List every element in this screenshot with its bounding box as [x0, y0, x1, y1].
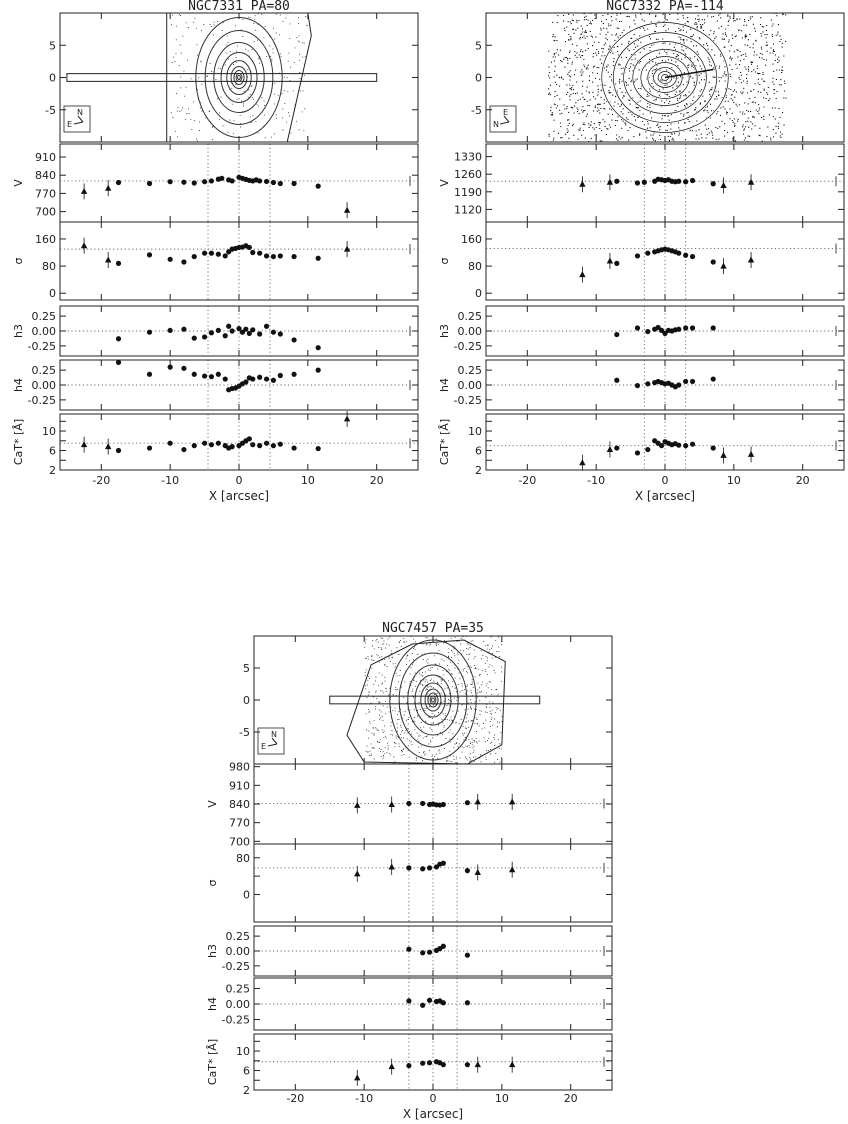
data-point-circle [250, 250, 255, 255]
y-tick-label: 0 [243, 888, 250, 902]
data-point-circle [202, 441, 207, 446]
x-tick-label: -10 [355, 1092, 374, 1105]
data-point-circle [614, 332, 619, 337]
y-tick-label: 5 [243, 662, 250, 675]
data-point-circle [420, 950, 425, 955]
y-tick-label: -5 [471, 103, 482, 117]
subplot-0 [12, 144, 418, 222]
data-point-circle [278, 253, 283, 258]
data-point-circle [168, 328, 173, 333]
data-point-circle [116, 336, 121, 341]
data-point-circle [116, 360, 121, 365]
data-point-circle [181, 180, 186, 185]
y-tick-label: 0.25 [31, 364, 56, 378]
data-point-circle [427, 1060, 432, 1065]
data-point-circle [226, 324, 231, 329]
data-point-circle [465, 1062, 470, 1067]
data-point-circle [711, 325, 716, 330]
subplot-3 [206, 978, 612, 1030]
data-point-circle [614, 378, 619, 383]
data-point-circle [711, 259, 716, 264]
y-tick-label: 5 [475, 39, 482, 53]
data-point-circle [441, 802, 446, 807]
y-tick-label: 80 [42, 260, 56, 274]
x-tick-label: 0 [429, 1092, 437, 1105]
data-point-circle [247, 245, 252, 250]
y-tick-label: 1120 [454, 203, 482, 217]
y-axis-label: CaT* [Å] [12, 418, 25, 466]
data-point-circle [291, 337, 296, 342]
data-point-circle [264, 179, 269, 184]
data-point-circle [202, 334, 207, 339]
y-tick-label: 770 [35, 187, 56, 201]
x-axis-label: X [arcsec] [402, 1107, 464, 1121]
y-tick-label: 0.00 [457, 379, 482, 392]
data-point-circle [250, 376, 255, 381]
data-point-circle [690, 379, 695, 384]
x-axis-label: X [arcsec] [208, 489, 270, 503]
y-tick-label: -0.25 [453, 339, 482, 353]
x-tick-label: 0 [661, 474, 669, 487]
data-point-circle [614, 179, 619, 184]
data-point-circle [441, 944, 446, 949]
x-tick-label: 20 [795, 474, 810, 487]
data-point-circle [264, 441, 269, 446]
y-tick-label: 1190 [454, 185, 482, 199]
isophote-contour [390, 640, 476, 760]
data-point-circle [683, 179, 688, 184]
data-point-circle [683, 379, 688, 384]
data-point-circle [223, 333, 228, 338]
data-point-circle [278, 442, 283, 447]
y-tick-label: 0 [49, 71, 56, 85]
subplot-3 [438, 360, 844, 410]
y-tick-label: 1330 [454, 150, 482, 164]
y-tick-label: 10 [468, 425, 482, 439]
y-tick-label: 700 [229, 835, 250, 849]
data-point-circle [243, 379, 248, 384]
subplot-2 [206, 926, 612, 976]
data-point-circle [690, 325, 695, 330]
x-tick-label: 0 [235, 474, 243, 487]
data-point-circle [230, 178, 235, 183]
x-tick-label: -20 [286, 1092, 305, 1105]
data-point-circle [168, 365, 173, 370]
y-tick-label: 0.25 [457, 310, 482, 324]
y-axis-label: h4 [206, 997, 219, 1011]
data-point-circle [223, 253, 228, 258]
data-point-circle [291, 181, 296, 186]
data-point-circle [642, 180, 647, 185]
y-tick-label: 910 [35, 151, 56, 164]
data-point-circle [427, 998, 432, 1003]
data-point-circle [635, 450, 640, 455]
data-point-circle [427, 865, 432, 870]
image-frame [254, 636, 612, 764]
slit-rectangle [67, 74, 377, 82]
data-point-circle [264, 324, 269, 329]
y-tick-label: 0 [49, 287, 56, 301]
panel-title: NGC7457 PA=35 [382, 621, 484, 636]
data-point-circle [257, 443, 262, 448]
y-tick-label: 0.25 [457, 364, 482, 378]
data-point-circle [614, 261, 619, 266]
isophote-contour [428, 693, 438, 707]
data-point-circle [257, 331, 262, 336]
data-point-circle [711, 181, 716, 186]
data-point-circle [147, 372, 152, 377]
data-point-circle [441, 1062, 446, 1067]
data-point-circle [216, 252, 221, 257]
subplot-1 [12, 222, 418, 300]
y-tick-label: 0.25 [225, 930, 250, 944]
data-point-circle [406, 1063, 411, 1068]
data-point-circle [209, 442, 214, 447]
data-point-circle [614, 445, 619, 450]
data-point-circle [420, 801, 425, 806]
data-point-circle [216, 441, 221, 446]
data-point-circle [257, 375, 262, 380]
subplot-2 [438, 306, 844, 356]
y-tick-label: 980 [229, 760, 250, 774]
data-point-circle [202, 251, 207, 256]
data-point-circle [192, 180, 197, 185]
data-point-circle [168, 257, 173, 262]
subplot-3 [12, 360, 418, 410]
y-tick-label: 80 [236, 851, 250, 865]
galaxy-image [330, 636, 540, 764]
data-point-circle [181, 327, 186, 332]
data-point-circle [316, 345, 321, 350]
y-tick-label: 0 [475, 71, 482, 85]
data-point-circle [116, 261, 121, 266]
data-point-circle [635, 383, 640, 388]
y-axis-label: h3 [206, 944, 219, 958]
y-axis-label: h3 [438, 324, 451, 338]
data-point-circle [676, 251, 681, 256]
y-tick-label: 840 [229, 798, 250, 811]
data-point-circle [676, 382, 681, 387]
y-tick-label: 910 [229, 779, 250, 793]
y-tick-label: 840 [35, 169, 56, 183]
data-point-circle [645, 329, 650, 334]
y-tick-label: -0.25 [27, 393, 56, 407]
data-point-circle [683, 253, 688, 258]
y-axis-label: σ [206, 879, 219, 887]
isophote-contour [227, 61, 251, 95]
x-tick-label: -20 [92, 474, 111, 487]
data-point-circle [116, 448, 121, 453]
data-point-circle [690, 254, 695, 259]
subplot-2 [12, 306, 418, 356]
data-point-circle [316, 368, 321, 373]
data-point-circle [168, 441, 173, 446]
subplot-0 [206, 761, 612, 849]
data-point-circle [271, 330, 276, 335]
y-tick-label: 0 [243, 694, 250, 707]
isophote-contour [430, 696, 436, 704]
y-tick-label: 2 [475, 464, 482, 477]
isophote-contour [421, 683, 445, 717]
data-point-circle [711, 445, 716, 450]
data-point-circle [690, 178, 695, 183]
y-tick-label: 0.00 [31, 325, 56, 338]
galaxy-image [67, 13, 377, 142]
y-tick-label: -5 [239, 726, 250, 739]
y-axis-label: σ [12, 257, 25, 265]
isophote-contour [238, 76, 241, 80]
data-point-circle [216, 328, 221, 333]
data-point-circle [427, 950, 432, 955]
data-point-circle [192, 254, 197, 259]
data-point-circle [247, 436, 252, 441]
x-tick-label: 10 [494, 1092, 509, 1105]
panel-title: NGC7331 PA=80 [188, 0, 290, 14]
y-axis-label: V [12, 179, 25, 187]
data-point-circle [676, 443, 681, 448]
data-point-circle [181, 259, 186, 264]
data-point-circle [257, 178, 262, 183]
y-tick-label: 6 [243, 1064, 250, 1078]
data-point-circle [147, 181, 152, 186]
data-point-circle [420, 1003, 425, 1008]
data-point-circle [278, 181, 283, 186]
x-tick-label: -10 [161, 474, 180, 487]
data-point-circle [676, 327, 681, 332]
data-point-circle [209, 251, 214, 256]
data-point-circle [223, 376, 228, 381]
field-outline [167, 13, 312, 142]
y-tick-label: -0.25 [221, 1013, 250, 1027]
data-point-circle [635, 253, 640, 258]
subplot-0 [438, 144, 844, 222]
data-point-circle [147, 252, 152, 257]
isophote-contour [425, 689, 441, 711]
data-point-circle [243, 327, 248, 332]
data-point-circle [271, 443, 276, 448]
data-point-circle [683, 325, 688, 330]
y-tick-label: -5 [45, 103, 56, 117]
compass-label: N [271, 730, 277, 739]
y-tick-label: 0.00 [225, 998, 250, 1011]
y-tick-label: 80 [468, 260, 482, 274]
data-point-circle [406, 865, 411, 870]
isophote-contour [196, 18, 282, 138]
data-point-circle [420, 1061, 425, 1066]
y-axis-label: h4 [12, 378, 25, 392]
y-axis-label: V [206, 800, 219, 808]
data-point-circle [192, 336, 197, 341]
panel-ngc7457 [206, 621, 612, 1121]
y-tick-label: 10 [42, 425, 56, 439]
y-tick-label: 0.00 [457, 325, 482, 338]
subplot-4 [438, 414, 844, 477]
data-point-circle [465, 953, 470, 958]
subplot-4 [12, 411, 418, 477]
data-point-circle [116, 180, 121, 185]
data-point-circle [278, 373, 283, 378]
y-tick-label: 6 [49, 444, 56, 458]
data-point-circle [406, 801, 411, 806]
data-point-circle [406, 947, 411, 952]
data-point-circle [420, 866, 425, 871]
data-point-circle [465, 868, 470, 873]
data-point-circle [441, 861, 446, 866]
galaxy-image [548, 13, 787, 142]
data-point-circle [264, 376, 269, 381]
data-point-circle [690, 442, 695, 447]
data-point-circle [250, 442, 255, 447]
data-point-circle [659, 443, 664, 448]
y-axis-label: V [438, 179, 451, 187]
data-point-circle [192, 372, 197, 377]
data-point-circle [645, 251, 650, 256]
y-tick-label: 6 [475, 444, 482, 458]
isophote-contour [399, 653, 467, 747]
data-point-circle [711, 376, 716, 381]
data-point-circle [645, 447, 650, 452]
data-point-circle [635, 325, 640, 330]
y-tick-label: 5 [49, 39, 56, 53]
y-tick-label: 770 [229, 816, 250, 830]
isophote-contour [432, 698, 435, 702]
isophote-contour [234, 71, 244, 85]
data-point-circle [316, 446, 321, 451]
data-point-circle [316, 184, 321, 189]
compass-label: N [77, 108, 83, 117]
subplot-4 [206, 1034, 612, 1097]
y-tick-label: -0.25 [27, 339, 56, 353]
y-axis-label: h3 [12, 324, 25, 338]
data-point-circle [209, 374, 214, 379]
panel-title: NGC7332 PA=-114 [606, 0, 724, 14]
subplot-1 [438, 222, 844, 300]
data-point-circle [147, 330, 152, 335]
data-point-circle [230, 328, 235, 333]
y-tick-label: 0 [475, 287, 482, 301]
y-tick-label: 2 [49, 464, 56, 477]
x-tick-label: 20 [563, 1092, 578, 1105]
data-point-circle [219, 176, 224, 181]
speckle [364, 636, 502, 764]
compass-label: N [493, 120, 499, 129]
data-point-circle [209, 178, 214, 183]
panel-ngc7331 [12, 0, 418, 503]
data-point-circle [147, 445, 152, 450]
data-point-circle [683, 443, 688, 448]
y-tick-label: 1260 [454, 168, 482, 182]
y-tick-label: -0.25 [221, 959, 250, 973]
y-axis-label: CaT* [Å] [206, 1038, 219, 1086]
data-point-circle [257, 251, 262, 256]
panel-ngc7332 [438, 0, 844, 503]
y-tick-label: 160 [35, 232, 56, 246]
x-tick-label: -20 [518, 474, 537, 487]
subplot-1 [206, 844, 612, 922]
data-point-circle [181, 366, 186, 371]
data-point-circle [316, 256, 321, 261]
y-tick-label: 0.25 [225, 982, 250, 996]
data-point-circle [441, 1000, 446, 1005]
data-point-circle [250, 327, 255, 332]
y-tick-label: 0.00 [31, 379, 56, 392]
compass-label: E [67, 120, 73, 129]
y-axis-label: h4 [438, 378, 451, 392]
data-point-circle [202, 179, 207, 184]
data-point-circle [278, 331, 283, 336]
x-tick-label: 20 [369, 474, 384, 487]
data-point-circle [406, 998, 411, 1003]
data-point-circle [676, 179, 681, 184]
data-point-circle [645, 381, 650, 386]
data-point-circle [291, 254, 296, 259]
data-point-circle [216, 372, 221, 377]
x-tick-label: 10 [300, 474, 315, 487]
data-point-circle [271, 378, 276, 383]
data-point-circle [264, 253, 269, 258]
isophote-contour [205, 31, 273, 125]
x-axis-label: X [arcsec] [634, 489, 696, 503]
y-axis-label: CaT* [Å] [438, 418, 451, 466]
y-tick-label: 2 [243, 1084, 250, 1097]
y-tick-label: 160 [461, 232, 482, 246]
data-point-circle [271, 254, 276, 259]
y-tick-label: 0.25 [31, 310, 56, 324]
image-frame [60, 13, 418, 142]
y-tick-label: 700 [35, 205, 56, 219]
data-point-circle [202, 373, 207, 378]
data-point-circle [635, 180, 640, 185]
compass-label: E [503, 108, 509, 117]
data-point-circle [230, 444, 235, 449]
isophote-contour [231, 67, 247, 89]
data-point-circle [168, 179, 173, 184]
y-axis-label: σ [438, 257, 451, 265]
y-tick-label: 0.00 [225, 945, 250, 958]
y-tick-label: 10 [236, 1045, 250, 1059]
data-point-circle [209, 330, 214, 335]
data-point-circle [271, 180, 276, 185]
isophote-contour [236, 74, 242, 82]
compass-label: E [261, 742, 267, 751]
data-point-circle [181, 447, 186, 452]
x-tick-label: 10 [726, 474, 741, 487]
data-point-circle [291, 372, 296, 377]
data-point-circle [291, 445, 296, 450]
y-tick-label: -0.25 [453, 393, 482, 407]
speckle [171, 14, 308, 141]
data-point-circle [465, 1000, 470, 1005]
data-point-circle [465, 800, 470, 805]
data-point-circle [192, 443, 197, 448]
x-tick-label: -10 [587, 474, 606, 487]
